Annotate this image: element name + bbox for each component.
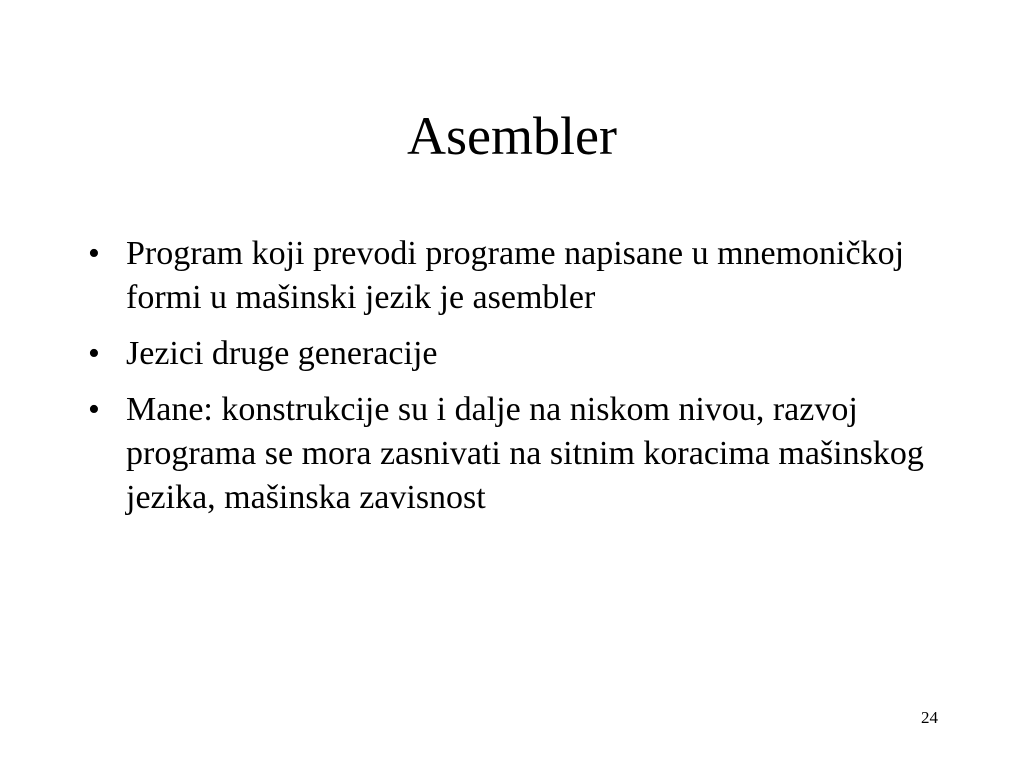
bullet-text: Jezici druge generacije [126,335,438,372]
bullet-icon: • [88,235,100,272]
bullet-item [84,388,964,520]
slide-number: 24 [921,708,938,727]
bullet-icon: • [88,335,100,372]
bullet-text: Mane: konstrukcije su i dalje na niskom nivou, razvoj programa se mora zasnivati na sitnim koracima mašinskog jezika, mašinska zavisnost [126,391,924,516]
bullet-item [84,232,964,320]
bullet-item [84,332,964,376]
bullet-text: Program koji prevodi programe napisane u mnemoničkoj formi u mašinski jezik je asembler [126,235,905,316]
slide-title: Asembler [407,106,617,166]
bullet-list [84,232,964,532]
bullet-icon: • [88,391,100,428]
